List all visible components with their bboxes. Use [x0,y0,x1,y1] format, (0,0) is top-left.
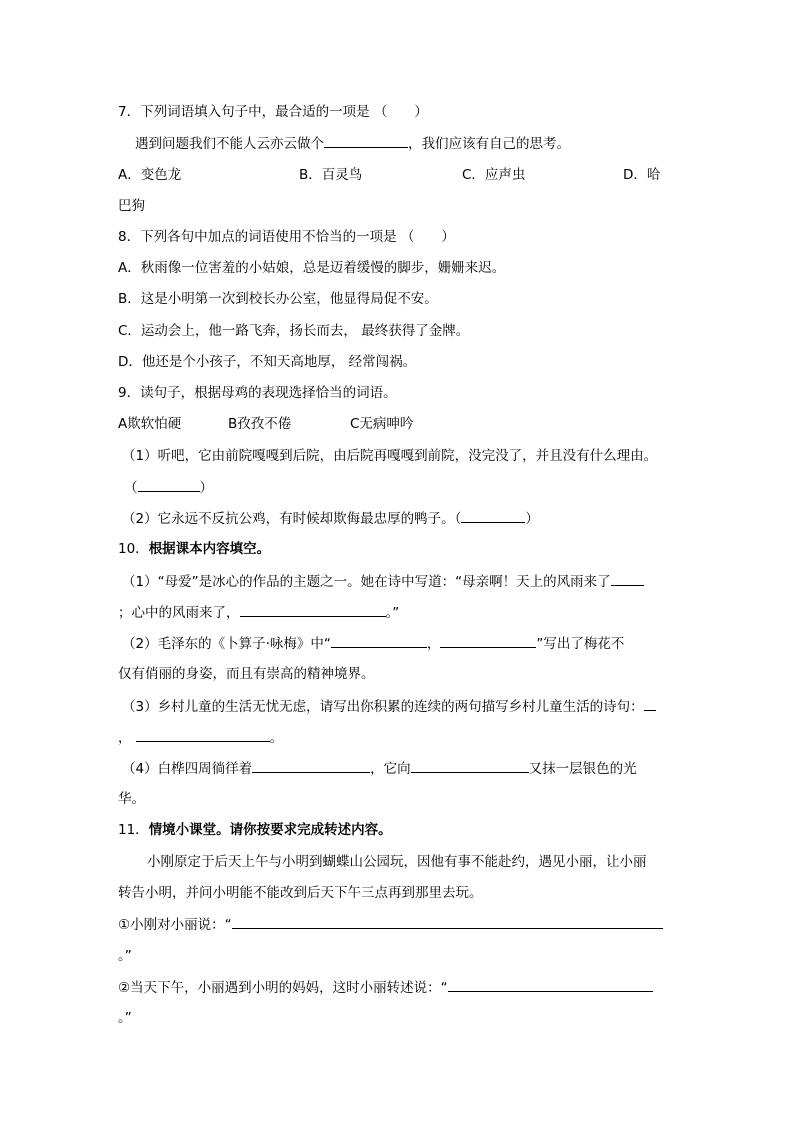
q10-part4-text2: ，它向 [370,761,411,777]
q10-part1-end: 。” [385,605,400,621]
q7-option-c[interactable]: C．应声虫 [462,167,526,183]
q11-paragraph-1: 小刚原定于后天上午与小明到蝴蝶山公园玩，因他有事不能赴约，遇见小丽，让小丽 [147,854,647,870]
q9-answer-blank-1[interactable] [138,478,200,492]
q8-option-c[interactable]: C．运动会上，他一路飞奔，扬长而去， 最终获得了金牌。 [118,323,470,339]
q7-option-a[interactable]: A．变色龙 [118,167,182,183]
q10-blank-4b[interactable] [411,759,529,773]
q10-blank-3b[interactable] [136,728,270,742]
q7-option-b[interactable]: B．百灵鸟 [299,167,363,183]
q10-number: 10． [118,541,149,557]
q9-option-c: C无病呻吟 [350,416,414,432]
q9-sentence-2-text: （2）它永远不反抗公鸡，有时候却欺侮最忠厚的鸭子。（ [122,511,462,527]
q10-blank-4a[interactable] [252,759,370,773]
paren-close: ） [525,511,539,527]
q9-sentence-1: （1）听吧，它由前院嘎嘎到后院，由后院再嘎嘎到前院，没完没了，并且没有什么理由。 [122,448,658,464]
q10-comma: ， [426,636,441,652]
q11-answer-1 [118,915,663,934]
q9-stem: 9．读句子，根据母鸡的表现选择恰当的词语。 [118,385,397,401]
q10-part3-end: 。 [269,730,283,746]
q10-blank-1a[interactable] [611,572,644,586]
q7-answer-blank[interactable] [324,134,408,148]
paren-close: ） [199,480,213,496]
q7-sentence-end: ，我们应该有自己的思考。 [408,136,570,152]
q9-answer-blank-2[interactable] [461,509,525,523]
q11-answer-blank-2[interactable] [448,978,653,992]
q11-stem-text: 情境小课堂。请你按要求完成转述内容。 [148,822,392,838]
q10-stem-text: 根据课本内容填空。 [148,541,271,557]
q11-answer-2-label: ②当天下午，小丽遇到小明的妈妈，这时小丽转述说：“ [118,980,448,996]
q8-option-b[interactable]: B．这是小明第一次到校长办公室，他显得局促不安。 [118,291,438,307]
q10-part3-cont [118,728,283,747]
q11-paragraph-2: 转告小明，并问小明能不能改到后天下午三点再到那里去玩。 [118,885,483,901]
q10-part2 [122,634,624,653]
q9-option-b: B孜孜不倦 [228,416,292,432]
q7-stem: 7．下列词语填入句子中，最合适的一项是 （ ） [118,104,428,120]
q11-answer-2-end: 。” [118,1010,132,1026]
q7-sentence-start: 遇到问题我们不能人云亦云做个 [135,136,324,152]
q10-blank-2a[interactable] [331,634,427,648]
q10-part4 [122,759,637,778]
q7-option-d[interactable]: D．哈 [623,167,661,183]
q10-part3-text: （3）乡村儿童的生活无忧无虑，请写出你积累的连续的两句描写乡村儿童生活的诗句： [122,699,644,715]
q9-answer-1 [124,478,213,497]
q9-option-a: A欺软怕硬 [118,416,182,432]
q10-part2-cont: 仅有俏丽的身姿，而且有崇高的精神境界。 [118,666,375,682]
q10-part4-text3: 又抹一层银色的光 [528,761,637,777]
q11-answer-1-end: 。” [118,948,132,964]
q10-part1-text: （1）“母爱”是冰心的作品的主题之一。她在诗中写道：“母亲啊！天上的风雨来了 [122,574,611,590]
q10-part2-text2: ”写出了梅花不 [536,636,625,652]
q10-part2-text: （2）毛泽东的《卜算子·咏梅》中“ [122,636,331,652]
q10-blank-3a[interactable] [644,697,656,711]
q8-stem: 8．下列各句中加点的词语使用不恰当的一项是 （ ） [118,229,455,245]
q9-sentence-2 [122,509,539,528]
q8-option-a[interactable]: A．秋雨像一位害羞的小姑娘，总是迈着缓慢的脚步，姗姗来迟。 [118,260,506,276]
q7-option-d-wrap: 巴狗 [118,198,145,214]
q11-answer-2 [118,978,653,997]
q7-sentence [135,134,570,153]
q10-blank-2b[interactable] [440,634,536,648]
q10-part4-text: （4）白桦四周徜徉着 [122,761,253,777]
q10-part1-cont [118,603,399,622]
q10-comma: ， [118,730,132,746]
paren-open: （ [124,480,138,496]
q10-part3 [122,697,656,716]
q11-answer-blank-1[interactable] [232,915,663,929]
q10-stem [118,540,270,558]
q10-blank-1b[interactable] [240,603,386,617]
q11-stem [118,821,392,839]
q11-answer-1-label: ①小刚对小丽说：“ [118,917,232,933]
q10-part4-cont: 华。 [118,791,145,807]
q11-number: 11． [118,822,149,838]
q8-option-d[interactable]: D．他还是个小孩子，不知天高地厚， 经常闯祸。 [118,354,417,370]
q10-part1 [122,572,644,591]
q10-part1-text2: ；心中的风雨来了， [118,605,240,621]
